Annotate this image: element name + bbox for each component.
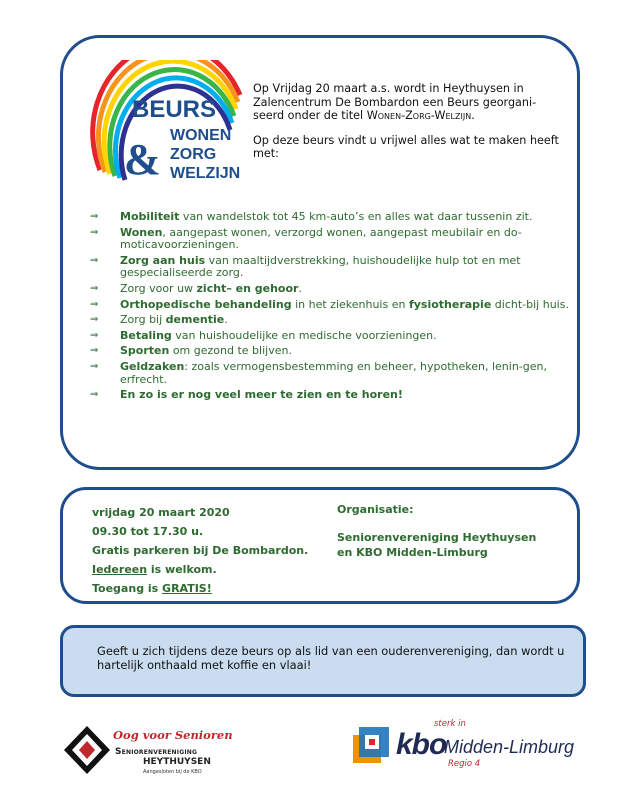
event-entry: Toegang is GRATIS!: [92, 582, 212, 595]
arrow-icon: ⇒: [90, 282, 99, 294]
intro-paragraph-2: Op deze beurs vindt u vrijwel alles wat te maken heeft met:: [253, 133, 559, 160]
list-item: ⇒ Zorg aan huis van maaltijdverstrekking, huishoudelijke hulp tot en met gespecialiseerde zorg.: [90, 253, 521, 280]
beurs-title: Wonen-Zorg-Welzijn: [366, 109, 472, 122]
kbo-icon: [353, 727, 389, 763]
list-item: ⇒ Zorg bij dementie.: [90, 313, 228, 327]
arrow-icon: ⇒: [90, 211, 99, 222]
list-item: ⇒ Wonen, aangepast wonen, verzorgd wonen, aangepast meubilair en do-moticavoorzieningen.: [90, 225, 522, 252]
list-item: ⇒ Orthopedische behandeling in het ziekenhuis en fysiotherapie dicht-bij huis.: [90, 297, 569, 311]
logo-welzijn: WELZIJN: [170, 165, 241, 182]
topic-list: [90, 211, 570, 405]
logo-ampersand: &: [124, 135, 161, 184]
arrow-icon: ⇒: [90, 226, 99, 238]
beurs-rainbow-logo: [90, 60, 250, 195]
list-item: ⇒ Zorg voor uw zicht– en gehoor.: [90, 281, 302, 295]
event-date: vrijdag 20 maart 2020: [92, 506, 230, 519]
intro-paragraph-1: Op Vrijdag 20 maart a.s. wordt in Heythuysen in Zalencentrum De Bombardon een Beurs georgani-seerd onder de titel Wonen-Zorg-Welzijn.: [253, 82, 537, 122]
arrow-icon: ⇒: [90, 389, 99, 401]
list-item: ⇒ Geldzaken: zoals vermogensbestemming en beheer, hypotheken, lenin-gen, erfrecht.: [90, 359, 547, 386]
list-item: ⇒ Mobiliteit van wandelstok tot 45 km-auto’s en alles wat daar tussenin zit.: [90, 210, 533, 223]
intro-text: [253, 82, 563, 172]
arrow-icon: ⇒: [90, 360, 99, 372]
oog-voor-senioren: Oog voor Senioren: [113, 728, 233, 742]
org-label: Organisatie:: [337, 503, 414, 516]
list-item: ⇒ Sporten om gezond te blijven.: [90, 344, 292, 358]
org-line-1: Seniorenvereniging Heythuysen: [337, 531, 537, 544]
kbo-wordmark: kbo: [396, 728, 447, 761]
oog-line-1: Seniorenvereniging: [115, 747, 198, 757]
oog-line-3: Aangesloten bij de KBO: [143, 769, 202, 775]
logo-zorg: ZORG: [170, 146, 217, 163]
kbo-midden-limburg: Midden-Limburg: [444, 737, 575, 757]
oog-line-2: HEYTHUYSEN: [143, 757, 211, 767]
kbo-sterk-in: sterk in: [434, 719, 466, 729]
org-line-2: en KBO Midden-Limburg: [337, 546, 488, 559]
event-time: 09.30 tot 17.30 u.: [92, 525, 204, 538]
arrow-icon: ⇒: [90, 329, 99, 341]
event-parking: Gratis parkeren bij De Bombardon.: [92, 544, 309, 557]
logo-beurs: BEURS: [132, 96, 217, 123]
arrow-icon: ⇒: [90, 345, 99, 357]
list-item: ⇒ En zo is er nog veel meer te zien en te horen!: [90, 388, 403, 402]
event-details: [92, 503, 332, 598]
arrow-icon: ⇒: [90, 314, 99, 326]
membership-text: Geeft u zich tijdens deze beurs op als lid van een ouderenvereniging, dan wordt u hartelijk onthaald met koffie en vlaai!: [97, 644, 565, 672]
logo-wonen: WONEN: [170, 127, 232, 144]
arrow-icon: ⇒: [90, 298, 99, 310]
organisation: [337, 503, 567, 560]
list-item: ⇒ Betaling van huishoudelijke en medische voorzieningen.: [90, 328, 437, 342]
event-welcome: Iedereen is welkom.: [92, 563, 217, 576]
arrow-icon: ⇒: [90, 254, 99, 266]
kbo-regio: Regio 4: [448, 759, 481, 769]
